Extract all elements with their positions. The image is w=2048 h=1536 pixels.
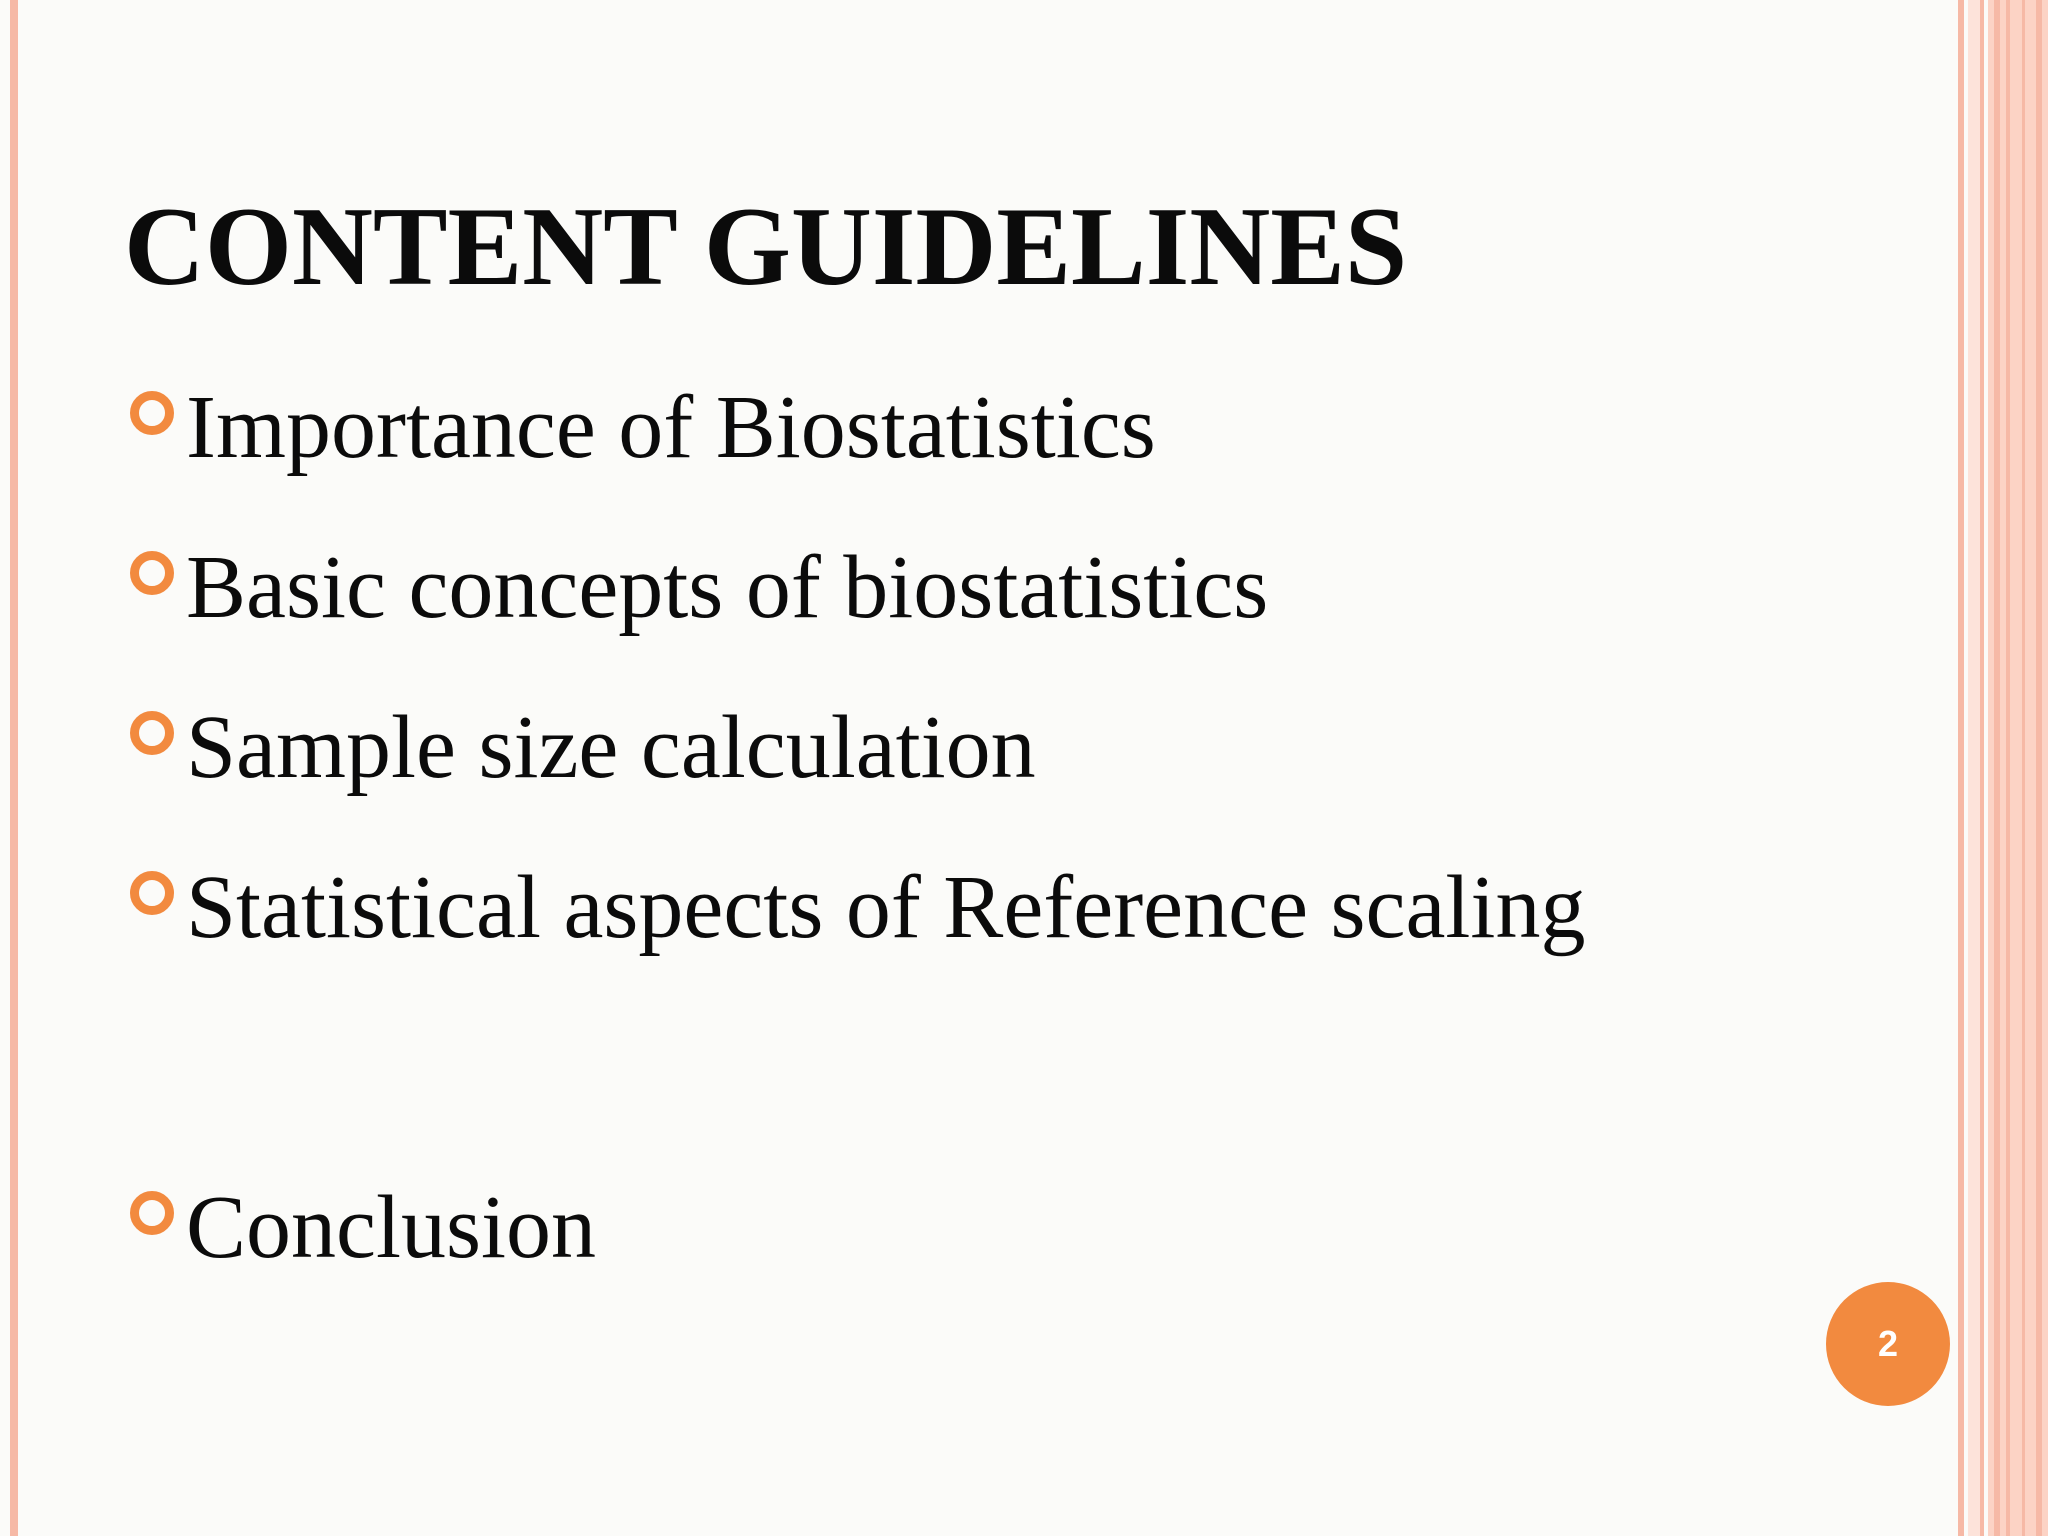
bullet-text: Importance of Biostatistics (186, 378, 1156, 477)
right-frame-stripe (2022, 0, 2025, 1536)
bullet-item (130, 378, 1156, 478)
hollow-circle-icon (130, 871, 174, 915)
bullet-item (130, 1178, 596, 1278)
left-frame-stripe (10, 0, 18, 1536)
bullet-text: Conclusion (186, 1178, 597, 1277)
hollow-circle-icon (130, 551, 174, 595)
bullet-text: Basic concepts of biostatistics (186, 538, 1269, 637)
hollow-circle-icon (130, 391, 174, 435)
right-frame-stripe (1958, 0, 1964, 1536)
page-number: 2 (1877, 1323, 1899, 1364)
right-frame-stripe (1994, 0, 2000, 1536)
hollow-circle-icon (130, 711, 174, 755)
right-frame-stripe (1980, 0, 1984, 1536)
bullet-item (130, 858, 1585, 958)
page-number-badge (1826, 1282, 1950, 1406)
right-frame-stripe (2036, 0, 2042, 1536)
right-frame-band (1968, 0, 1980, 1536)
slide-title: CONTENT GUIDELINES (124, 185, 1408, 309)
bullet-item (130, 698, 1036, 798)
hollow-circle-icon (130, 1191, 174, 1235)
bullet-item (130, 538, 1268, 638)
bullet-text: Statistical aspects of Reference scaling (186, 858, 1586, 957)
bullet-text: Sample size calculation (186, 698, 1036, 797)
right-frame-stripe (2006, 0, 2010, 1536)
